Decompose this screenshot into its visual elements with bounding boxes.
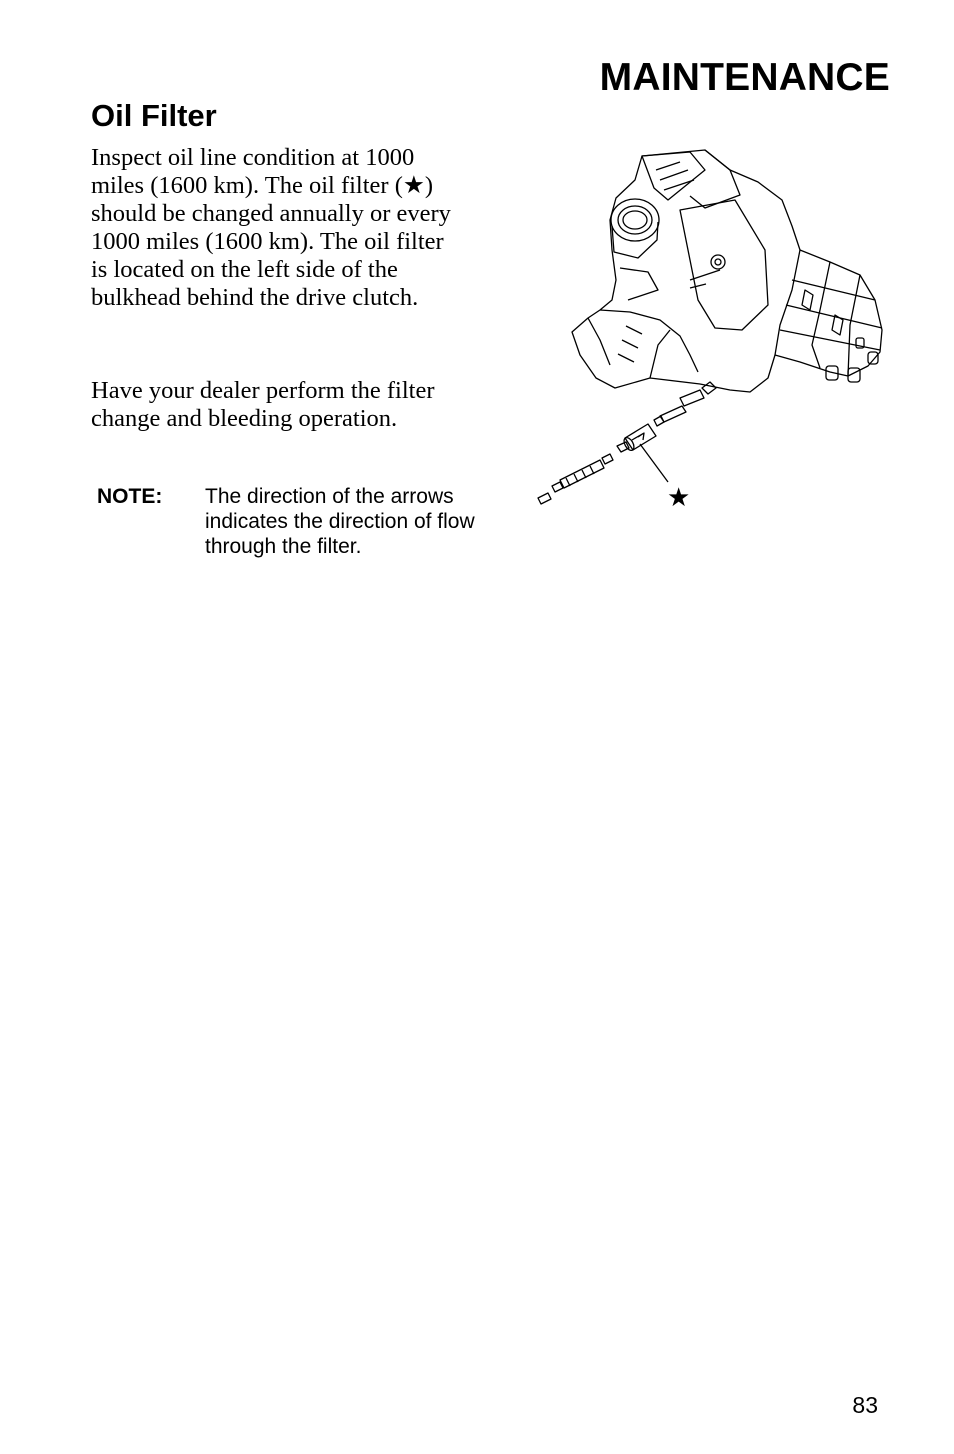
body-paragraph: Inspect oil line condition at 1000 miles (1600 km). The oil filter (★) should be changed annually or every 1000 miles (1600 km). The oil filter is located on the left side of the bulkhead behind the drive clutch. [91, 144, 451, 311]
oil-filter [617, 424, 656, 452]
page-number: 83 [852, 1392, 878, 1418]
oil-line-fittings [654, 382, 716, 426]
callout-leader [640, 444, 668, 482]
oil-tank-illustration [530, 140, 910, 520]
page-heading: Oil Filter [91, 98, 217, 133]
note-label: NOTE: [97, 485, 163, 508]
section-title: MAINTENANCE [599, 56, 890, 99]
star-callout-icon: ★ [667, 483, 691, 513]
hose-barb [538, 454, 613, 504]
oil-tank-body [572, 150, 882, 392]
note-text: The direction of the arrows indicates the direction of flow through the filter. [205, 485, 475, 558]
body-paragraph: Have your dealer perform the filter change and bleeding operation. [91, 377, 435, 432]
